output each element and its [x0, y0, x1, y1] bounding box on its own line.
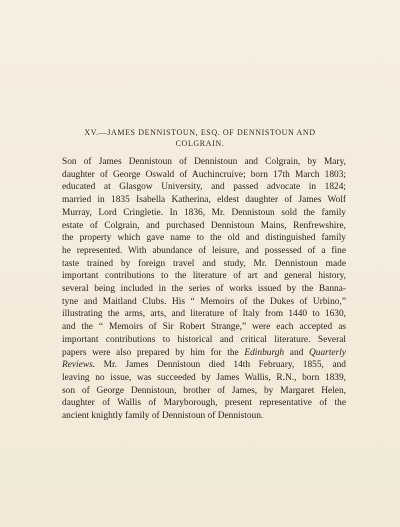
- text-line: taste trained by foreign travel and study, Mr. Dennistoun made: [62, 258, 346, 269]
- journal-title-quarterly: Quarterly: [309, 347, 347, 358]
- biography-paragraph: [62, 156, 346, 423]
- journal-title-edinburgh: Edinburgh: [244, 347, 285, 358]
- text-line: important contributions to the literature of art and general history,: [62, 271, 346, 282]
- text-line-final: ancient knightly family of Dennistoun of Dennistoun.: [62, 411, 264, 422]
- heading-line-2: COLGRAIN.: [175, 139, 225, 148]
- text-fragment: papers were also prepared by him for the: [62, 347, 239, 358]
- text-line: married in 1835 Isabella Katherina, eldest daughter of James Wolf: [62, 195, 346, 206]
- text-line: daughter of George Oswald of Auchincruive; born 17th March 1803;: [62, 169, 346, 180]
- text-fragment: and: [284, 347, 310, 358]
- text-line: Son of James Dennistoun of Dennistoun and Colgrain, by Mary,: [62, 157, 346, 167]
- heading-line-1: XV.—JAMES DENNISTOUN, ESQ. OF DENNISTOUN AND: [84, 128, 316, 137]
- text-line: estate of Colgrain, and purchased Dennistoun Mains, Renfrewshire,: [62, 220, 346, 231]
- text-line: leaving no issue, was succeeded by James Wallis, R.N., born 1839,: [62, 372, 346, 383]
- text-line-with-journals: [62, 347, 346, 360]
- section-heading: [62, 127, 338, 149]
- text-line: several being included in the series of works issued by the Banna-: [62, 284, 346, 295]
- text-line: daughter of Wallis of Maryborough, present representative of the: [62, 398, 346, 409]
- text-line: Murray, Lord Cringletie. In 1836, Mr. Dennistoun sold the family: [62, 207, 346, 218]
- text-line: son of George Dennistoun, brother of James, by Margaret Helen,: [62, 385, 346, 396]
- text-line: illustrating the arms, arts, and literature of Italy from 1440 to 1630,: [62, 309, 346, 320]
- text-line: and the “ Memoirs of Sir Robert Strange,” were each accepted as: [62, 322, 346, 333]
- text-line: he represented. With abundance of leisure, and possessed of a fine: [62, 245, 346, 256]
- text-line: important contributions to historical and critical literature. Several: [62, 334, 346, 345]
- text-line-reviews: [62, 359, 346, 372]
- text-line: tyne and Maitland Clubs. His “ Memoirs of the Dukes of Urbino,”: [62, 296, 346, 307]
- text-line: the property which gave name to the old and distinguished family: [62, 233, 346, 244]
- text-fragment: Mr. James Dennistoun died 14th February, 1855, and: [95, 360, 346, 371]
- reviews-word: Reviews.: [62, 360, 96, 371]
- text-line: educated at Glasgow University, and passed advocate in 1824;: [62, 182, 346, 193]
